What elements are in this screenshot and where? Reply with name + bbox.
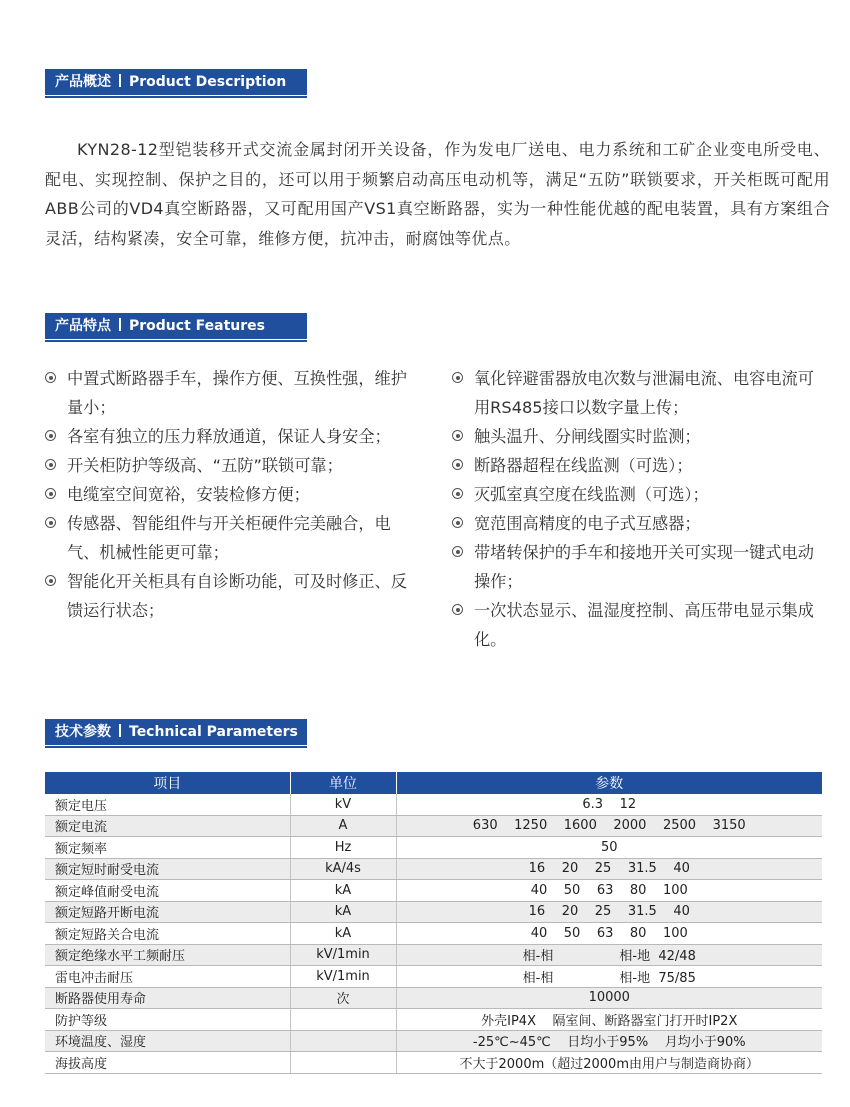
cell-unit xyxy=(290,1052,396,1074)
feature-item xyxy=(45,509,420,567)
feature-item xyxy=(45,567,420,625)
section-title-cn: 产品特点 xyxy=(55,318,111,334)
header-item: 项目 xyxy=(45,772,290,794)
feature-item xyxy=(452,480,828,509)
cell-unit: kA xyxy=(290,923,396,945)
cell-value: 630 1250 1600 2000 2500 3150 xyxy=(396,815,822,837)
section-title-cn: 产品概述 xyxy=(55,74,111,90)
circle-bullet-icon xyxy=(452,488,463,499)
table-row xyxy=(45,944,822,966)
table-row xyxy=(45,923,822,945)
cell-value: 外壳IP4X 隔室间、断路器室门打开时IP2X xyxy=(396,1009,822,1031)
cell-unit: kA xyxy=(290,901,396,923)
circle-bullet-icon xyxy=(452,430,463,441)
table-row xyxy=(45,1030,822,1052)
feature-text: 宽范围高精度的电子式互感器； xyxy=(474,514,701,533)
circle-bullet-icon xyxy=(452,459,463,470)
table-row xyxy=(45,1009,822,1031)
cell-value: 50 xyxy=(396,837,822,859)
title-separator xyxy=(119,318,121,331)
feature-text: 各室有独立的压力释放通道，保证人身安全； xyxy=(67,427,391,446)
parameters-table xyxy=(45,772,822,1074)
cell-item: 额定频率 xyxy=(45,837,290,859)
table-row xyxy=(45,837,822,859)
cell-item: 防护等级 xyxy=(45,1009,290,1031)
table-row xyxy=(45,966,822,988)
table-header-row xyxy=(45,772,822,794)
cell-value: -25℃~45℃ 日均小于95% 月均小于90% xyxy=(396,1030,822,1052)
feature-text: 电缆室空间宽裕，安装检修方便； xyxy=(67,485,310,504)
cell-item: 断路器使用寿命 xyxy=(45,987,290,1009)
cell-item: 雷电冲击耐压 xyxy=(45,966,290,988)
section-title-en: Technical Parameters xyxy=(129,724,298,740)
cell-item: 额定短时耐受电流 xyxy=(45,858,290,880)
header-value: 参数 xyxy=(396,772,822,794)
cell-item: 海拔高度 xyxy=(45,1052,290,1074)
feature-text: 带堵转保护的手车和接地开关可实现一键式电动操作； xyxy=(474,543,814,591)
cell-value: 相-相 相-地 75/85 xyxy=(396,966,822,988)
section-title-description xyxy=(45,69,307,95)
circle-bullet-icon xyxy=(45,488,56,499)
section-title-en: Product Description xyxy=(129,74,287,90)
feature-item xyxy=(45,422,420,451)
header-unit: 单位 xyxy=(290,772,396,794)
cell-unit: Hz xyxy=(290,837,396,859)
feature-item xyxy=(452,596,828,654)
cell-item: 额定电压 xyxy=(45,794,290,815)
feature-item xyxy=(452,509,828,538)
features-list-right xyxy=(452,364,828,654)
feature-text: 智能化开关柜具有自诊断功能，可及时修正、反馈运行状态； xyxy=(67,572,407,620)
cell-value: 相-相 相-地 42/48 xyxy=(396,944,822,966)
section-title-features xyxy=(45,313,307,339)
cell-item: 额定短路关合电流 xyxy=(45,923,290,945)
cell-value: 10000 xyxy=(396,987,822,1009)
feature-text: 灭弧室真空度在线监测（可选）； xyxy=(474,485,709,504)
cell-value: 16 20 25 31.5 40 xyxy=(396,858,822,880)
cell-unit xyxy=(290,1009,396,1031)
table-row xyxy=(45,987,822,1009)
feature-item xyxy=(45,480,420,509)
feature-text: 开关柜防护等级高、“五防”联锁可靠； xyxy=(67,456,343,475)
feature-text: 一次状态显示、温湿度控制、高压带电显示集成化。 xyxy=(474,601,814,649)
circle-bullet-icon xyxy=(452,604,463,615)
circle-bullet-icon xyxy=(45,575,56,586)
section-title-cn: 技术参数 xyxy=(55,724,111,740)
cell-item: 额定电流 xyxy=(45,815,290,837)
feature-item xyxy=(452,451,828,480)
cell-value: 40 50 63 80 100 xyxy=(396,923,822,945)
cell-unit xyxy=(290,1030,396,1052)
feature-text: 断路器超程在线监测（可选）； xyxy=(474,456,693,475)
circle-bullet-icon xyxy=(452,517,463,528)
circle-bullet-icon xyxy=(45,517,56,528)
feature-item xyxy=(452,538,828,596)
table-row xyxy=(45,794,822,815)
cell-item: 环境温度、湿度 xyxy=(45,1030,290,1052)
feature-item xyxy=(452,364,828,422)
feature-item xyxy=(45,451,420,480)
cell-value: 16 20 25 31.5 40 xyxy=(396,901,822,923)
circle-bullet-icon xyxy=(45,430,56,441)
section-title-en: Product Features xyxy=(129,318,265,334)
table-row xyxy=(45,880,822,902)
feature-item xyxy=(45,364,420,422)
title-separator xyxy=(119,724,121,737)
section-title-parameters xyxy=(45,719,307,745)
feature-item xyxy=(452,422,828,451)
cell-value: 6.3 12 xyxy=(396,794,822,815)
cell-value: 不大于2000m（超过2000m由用户与制造商协商） xyxy=(396,1052,822,1074)
cell-unit: kA/4s xyxy=(290,858,396,880)
circle-bullet-icon xyxy=(45,459,56,470)
feature-text: 传感器、智能组件与开关柜硬件完美融合，电气、机械性能更可靠； xyxy=(67,514,391,562)
circle-bullet-icon xyxy=(452,372,463,383)
description-paragraph: KYN28-12型铠装移开式交流金属封闭开关设备，作为发电厂送电、电力系统和工矿企业变电所受电、配电、实现控制、保护之目的，还可以用于频繁启动高压电动机等，满足“五防”联锁要求，开关柜既可配用ABB公司的VD4真空断路器，又可配用国产VS1真空断路器，实为一种性能优越的配电装置，具有方案组合灵活，结构紧凑，安全可靠，维修方便，抗冲击，耐腐蚀等优点。 xyxy=(45,140,830,248)
feature-text: 触头温升、分闸线圈实时监测； xyxy=(474,427,701,446)
features-list-left xyxy=(45,364,420,625)
circle-bullet-icon xyxy=(45,372,56,383)
cell-item: 额定峰值耐受电流 xyxy=(45,880,290,902)
cell-unit: kA xyxy=(290,880,396,902)
cell-value: 40 50 63 80 100 xyxy=(396,880,822,902)
cell-unit: kV/1min xyxy=(290,944,396,966)
title-separator xyxy=(119,74,121,87)
cell-unit: kV/1min xyxy=(290,966,396,988)
feature-text: 氧化锌避雷器放电次数与泄漏电流、电容电流可用RS485接口以数字量上传； xyxy=(474,369,814,417)
table-row xyxy=(45,858,822,880)
cell-unit: 次 xyxy=(290,987,396,1009)
table-row xyxy=(45,1052,822,1074)
cell-item: 额定短路开断电流 xyxy=(45,901,290,923)
feature-text: 中置式断路器手车，操作方便、互换性强，维护量小； xyxy=(67,369,407,417)
cell-item: 额定绝缘水平工频耐压 xyxy=(45,944,290,966)
circle-bullet-icon xyxy=(452,546,463,557)
cell-unit: kV xyxy=(290,794,396,815)
table-row xyxy=(45,815,822,837)
cell-unit: A xyxy=(290,815,396,837)
table-row xyxy=(45,901,822,923)
